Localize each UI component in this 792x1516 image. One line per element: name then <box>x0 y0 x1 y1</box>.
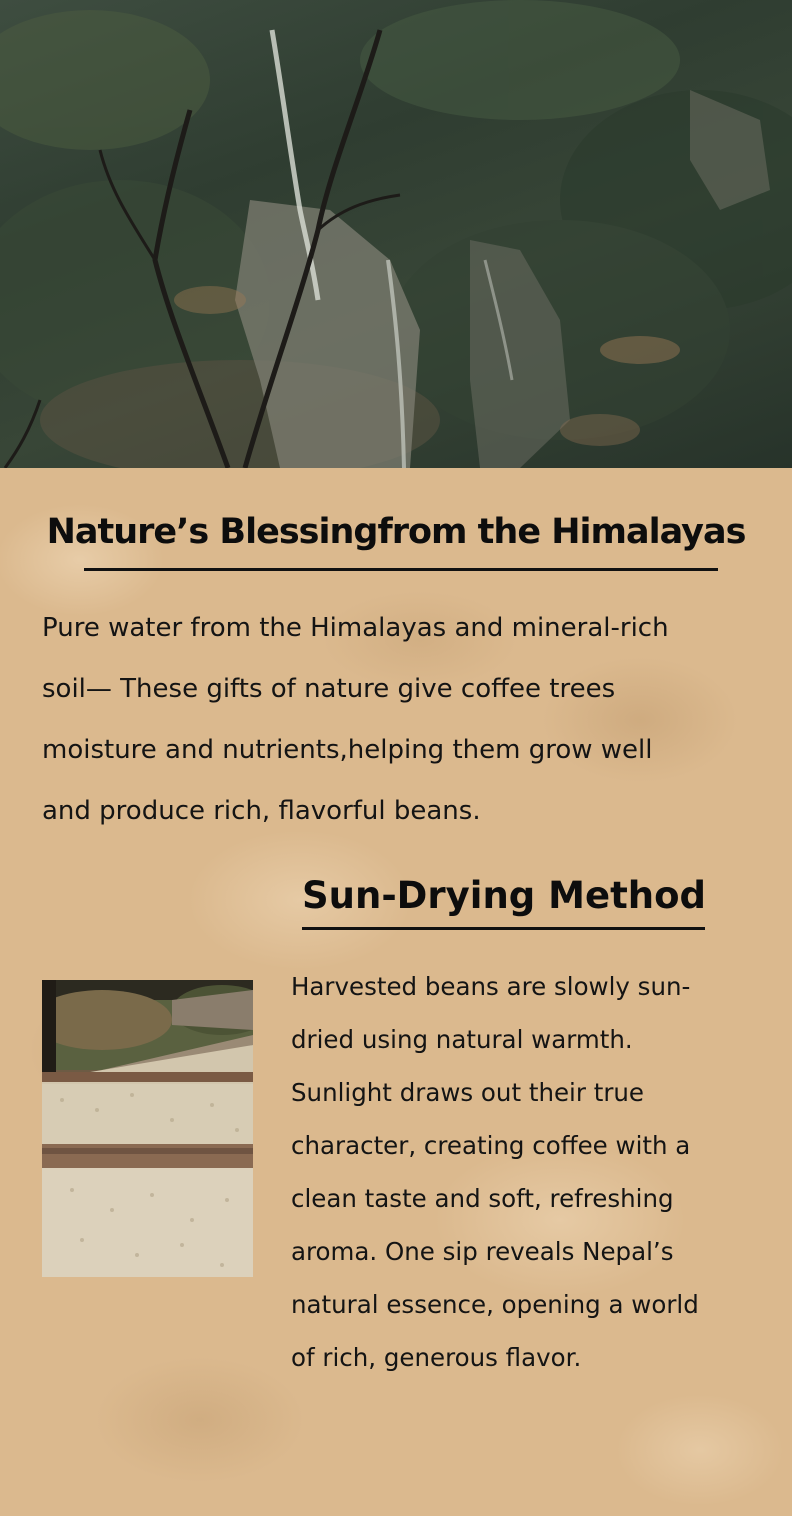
intro-line: Pure water from the Himalayas and mineral-rich <box>42 613 669 643</box>
intro-line: soil— These gifts of nature give coffee trees <box>42 674 616 704</box>
intro-paragraph <box>42 598 762 842</box>
method-line: clean taste and soft, refreshing <box>291 1184 674 1213</box>
section-title-sun-drying: Sun-Drying Method <box>302 874 707 917</box>
method-line: of rich, generous flavor. <box>291 1343 582 1372</box>
method-line: character, creating coffee with a <box>291 1131 691 1160</box>
title-underline <box>84 568 718 571</box>
drying-beds-photo <box>42 980 253 1277</box>
hero-mountain-image <box>0 0 792 468</box>
method-line: Harvested beans are slowly sun- <box>291 972 691 1001</box>
method-line: dried using natural warmth. <box>291 1025 633 1054</box>
method-line: aroma. One sip reveals Nepal’s <box>291 1237 674 1266</box>
subtitle-underline <box>302 927 705 930</box>
mountain-waterfall-icon <box>0 0 792 468</box>
intro-line: moisture and nutrients,helping them grow well <box>42 735 653 765</box>
method-line: natural essence, opening a world <box>291 1290 699 1319</box>
section-title-blessing: Nature’s Blessingfrom the Himalayas <box>46 512 746 552</box>
intro-line: and produce rich, flavorful beans. <box>42 796 481 826</box>
method-line: Sunlight draws out their true <box>291 1078 644 1107</box>
method-paragraph <box>291 960 751 1384</box>
drying-beds-icon <box>42 980 253 1277</box>
